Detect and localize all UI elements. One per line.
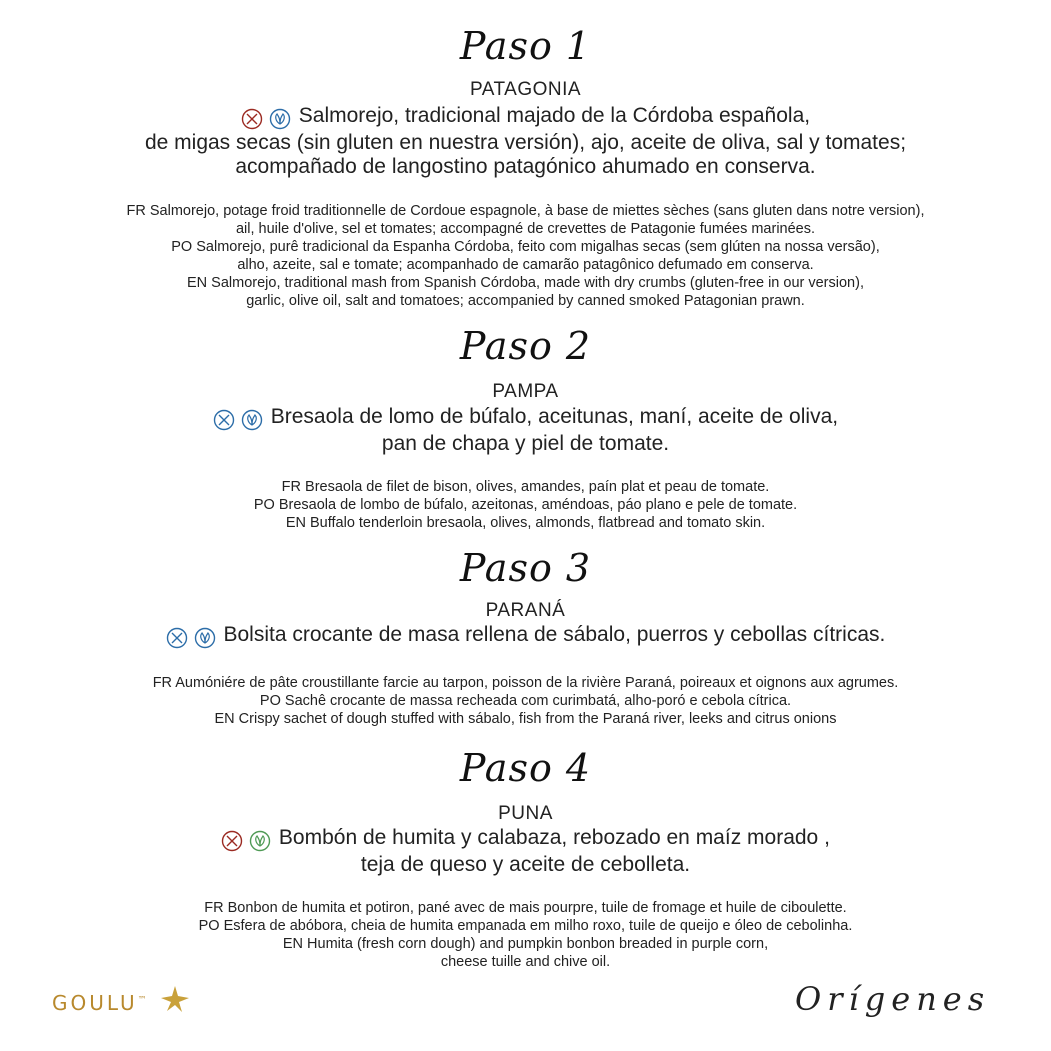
translation-line: FR Bresaola de filet de bison, olives, amandes, paín plat et peau de tomate.: [281, 479, 770, 495]
step-title: Paso 3: [459, 546, 592, 590]
trademark-mark: ™: [137, 995, 147, 1006]
brand-name: GOULU: [52, 991, 138, 1015]
translation-line: alho, azeite, sal e tomate; acompanhado de camarão patagônico defumado em conserva.: [237, 257, 814, 273]
vegetable-icon: [269, 108, 291, 130]
no-gluten-icon: [213, 409, 235, 431]
no-gluten-icon: [241, 108, 263, 130]
translation-line: FR Aumóniére de pâte croustillante farcie au tarpon, poisson de la rivière Paraná, poireaux et oignons aux agrumes.: [152, 675, 899, 691]
dish-line: Bolsita crocante de masa rellena de sábalo, puerros y cebollas cítricas.: [0, 623, 1051, 650]
dish-line: pan de chapa y piel de tomate.: [381, 432, 670, 455]
step-title: Paso 1: [459, 24, 592, 68]
dish-description: [0, 104, 1051, 179]
translation-line: PO Bresaola de lombo de búfalo, azeitonas, améndoas, páo plano e pele de tomate.: [253, 497, 798, 513]
no-gluten-icon: [221, 830, 243, 852]
star-icon: [160, 985, 190, 1018]
dish-line: teja de queso y aceite de cebolleta.: [360, 853, 691, 876]
translations: [0, 202, 1051, 310]
dish-line: de migas secas (sin gluten en nuestra versión), ajo, aceite de oliva, sal y tomates;: [144, 131, 907, 154]
diet-icons: [241, 107, 291, 131]
step-title: Paso 2: [459, 324, 592, 368]
translation-line: EN Crispy sachet of dough stuffed with sábalo, fish from the Paraná river, leeks and citrus onions: [214, 711, 837, 727]
translation-line: EN Salmorejo, traditional mash from Spanish Córdoba, made with dry crumbs (gluten-free in our version),: [187, 275, 864, 291]
no-gluten-icon: [166, 627, 188, 649]
translation-line: EN Humita (fresh corn dough) and pumpkin bonbon breaded in purple corn,: [282, 936, 769, 952]
translation-line: cheese tuille and chive oil.: [440, 954, 611, 970]
diet-icons: [213, 408, 263, 432]
dish-line: Bresaola de lomo de búfalo, aceitunas, maní, aceite de oliva,: [0, 405, 1051, 432]
vegetable-icon: [249, 830, 271, 852]
translation-line: ail, huile d'olive, sel et tomates; accompagné de crevettes de Patagonie fumées marinées.: [235, 221, 816, 237]
signature: Orígenes: [795, 980, 991, 1018]
dish-description: [0, 826, 1051, 877]
translation-line: garlic, olive oil, salt and tomatoes; accompanied by canned smoked Patagonian prawn.: [246, 293, 805, 309]
region-name: PUNA: [498, 803, 553, 824]
diet-icons: [166, 626, 216, 650]
region-name: PATAGONIA: [469, 79, 582, 100]
translation-line: FR Salmorejo, potage froid traditionnelle de Cordoue espagnole, à base de miettes sèches (sans gluten dans notre version),: [126, 203, 925, 219]
translations: [0, 899, 1051, 971]
translations: [0, 478, 1051, 532]
translation-line: PO Salmorejo, purê tradicional da Espanha Córdoba, feito com migalhas secas (sem glúten na nossa versão),: [171, 239, 880, 255]
brand-logo: [52, 985, 190, 1018]
translation-line: PO Sachê crocante de massa recheada com curimbatá, alho-poró e cebola cítrica.: [259, 693, 792, 709]
dish-description: [0, 405, 1051, 456]
translation-line: EN Buffalo tenderloin bresaola, olives, almonds, flatbread and tomato skin.: [285, 515, 766, 531]
vegetable-icon: [241, 409, 263, 431]
dish-line: acompañado de langostino patagónico ahumado en conserva.: [235, 155, 816, 178]
translation-line: PO Esfera de abóbora, cheia de humita empanada em milho roxo, tuile de queijo e óleo de cebolinha.: [198, 918, 853, 934]
region-name: PAMPA: [492, 381, 559, 402]
vegetable-icon: [194, 627, 216, 649]
dish-line: Bombón de humita y calabaza, rebozado en maíz morado ,: [0, 826, 1051, 853]
dish-line: Salmorejo, tradicional majado de la Córdoba española,: [0, 104, 1051, 131]
translations: [0, 674, 1051, 728]
translation-line: FR Bonbon de humita et potiron, pané avec de mais pourpre, tuile de fromage et huile de ciboulette.: [204, 900, 847, 916]
step-title: Paso 4: [459, 746, 592, 790]
region-name: PARANÁ: [485, 600, 566, 621]
dish-description: [0, 623, 1051, 650]
diet-icons: [221, 829, 271, 853]
